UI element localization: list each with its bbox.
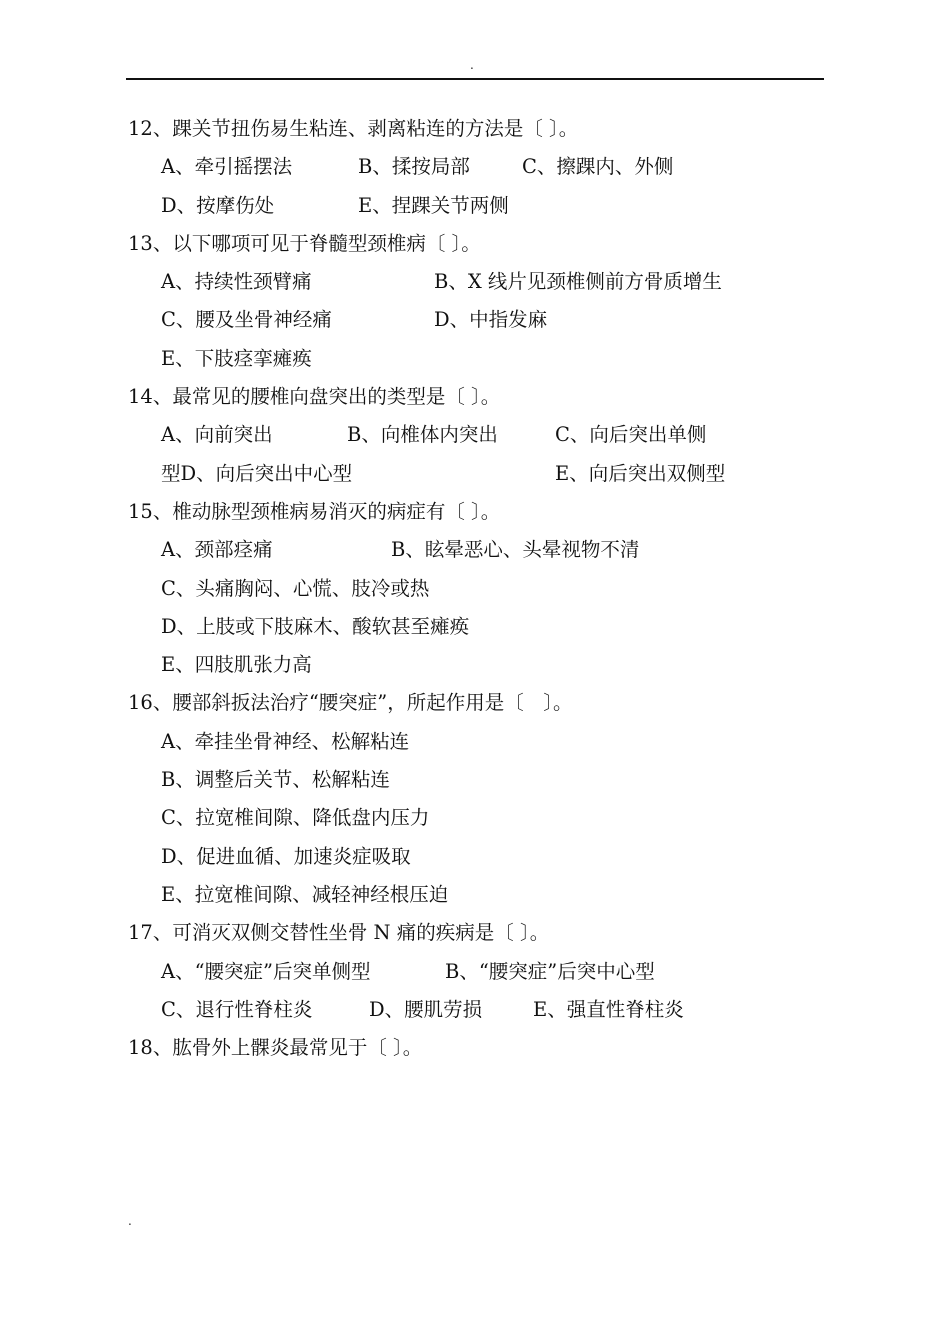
question-17-option-c: C、退行性脊柱炎 [161, 997, 313, 1021]
question-17-options-line-2 [0, 991, 950, 1029]
question-17-option-e: E、强直性脊柱炎 [533, 997, 684, 1021]
question-15-option-a: A、颈部痉痛 [161, 538, 273, 562]
question-13-option-c: C、腰及坐骨神经痛 [161, 308, 332, 332]
question-15-options-line-2 [0, 570, 950, 608]
question-15-stem: 15、椎动脉型颈椎病易消灭的病症有〔 〕。 [128, 499, 501, 523]
question-15-option-c: C、头痛胸闷、心慌、肢冷或热 [161, 576, 430, 600]
question-16-stem-line [0, 684, 950, 722]
question-16-option-e: E、拉宽椎间隙、减轻神经根压迫 [161, 882, 449, 906]
header-mark: . [470, 58, 474, 72]
question-13-stem-line [0, 225, 950, 263]
question-14-option-a: A、向前突出 [161, 423, 273, 447]
question-13-stem: 13、以下哪项可见于脊髓型颈椎病〔 〕。 [128, 231, 481, 255]
question-17-option-d: D、腰肌劳损 [369, 997, 483, 1021]
question-13-option-a: A、持续性颈臂痛 [161, 270, 312, 294]
question-list [0, 110, 950, 1067]
question-15-options-line-1 [0, 531, 950, 569]
question-14-options-line-2 [0, 455, 950, 493]
question-16-option-d: D、促进血循、加速炎症吸取 [161, 844, 411, 868]
question-15-options-line-4 [0, 646, 950, 684]
question-17-stem: 17、可消灭双侧交替性坐骨 N 痛的疾病是〔 〕。 [128, 921, 550, 945]
question-12-option-c: C、擦踝内、外侧 [522, 155, 674, 179]
question-13-option-e: E、下肢痉挛瘫痪 [161, 346, 312, 370]
question-14-stem: 14、最常见的腰椎向盘突出的类型是〔 〕。 [128, 385, 501, 409]
question-12-option-b: B、揉按局部 [358, 155, 470, 179]
question-13-option-b: B、X 线片见颈椎侧前方骨质增生 [434, 270, 722, 294]
question-15-stem-line [0, 493, 950, 531]
question-16-options-line-5 [0, 876, 950, 914]
question-13-options-line-1 [0, 263, 950, 301]
question-14-option-e: E、向后突出双侧型 [555, 461, 726, 485]
question-14-options-line-1 [0, 416, 950, 454]
question-12-stem-line [0, 110, 950, 148]
question-12-option-d: D、按摩伤处 [161, 193, 275, 217]
question-16-options-line-4 [0, 838, 950, 876]
question-16-option-a: A、牵挂坐骨神经、松解粘连 [161, 729, 410, 753]
question-14-stem-line [0, 378, 950, 416]
question-15-options-line-3 [0, 608, 950, 646]
question-17-options-line-1 [0, 953, 950, 991]
question-17-stem-line [0, 914, 950, 952]
question-12-options-line-1 [0, 148, 950, 186]
header-rule [126, 78, 824, 80]
question-18-stem: 18、肱骨外上髁炎最常见于〔 〕。 [128, 1036, 423, 1060]
question-15-option-e: E、四肢肌张力高 [161, 653, 312, 677]
question-14-option-b: B、向椎体内突出 [347, 423, 498, 447]
question-18-stem-line [0, 1029, 950, 1067]
footer-mark: . [128, 1214, 132, 1228]
question-12-stem: 12、踝关节扭伤易生粘连、剥离粘连的方法是〔 〕。 [128, 117, 579, 140]
question-16-option-c: C、拉宽椎间隙、降低盘内压力 [161, 806, 430, 830]
question-13-option-d: D、中指发麻 [434, 308, 548, 332]
question-16-option-b: B、调整后关节、松解粘连 [161, 768, 390, 792]
question-12-option-e: E、捏踝关节两侧 [358, 193, 509, 217]
question-12-option-a: A、牵引摇摆法 [161, 155, 293, 179]
question-16-options-line-3 [0, 799, 950, 837]
question-13-options-line-3 [0, 340, 950, 378]
question-12-options-line-2 [0, 187, 950, 225]
question-16-stem: 16、腰部斜扳法治疗“腰突症”，所起作用是〔 〕。 [128, 691, 573, 715]
question-14-option-c: C、向后突出单侧 [555, 423, 707, 447]
question-14-option-d: 型D、向后突出中心型 [161, 461, 353, 485]
question-15-option-d: D、上肢或下肢麻木、酸软甚至瘫痪 [161, 614, 470, 638]
question-15-option-b: B、眩晕恶心、头晕视物不清 [391, 538, 640, 562]
question-13-options-line-2 [0, 301, 950, 339]
question-17-option-a: A、“腰突症”后突单侧型 [161, 959, 371, 983]
question-17-option-b: B、“腰突症”后突中心型 [445, 959, 655, 983]
question-16-options-line-2 [0, 761, 950, 799]
question-16-options-line-1 [0, 723, 950, 761]
